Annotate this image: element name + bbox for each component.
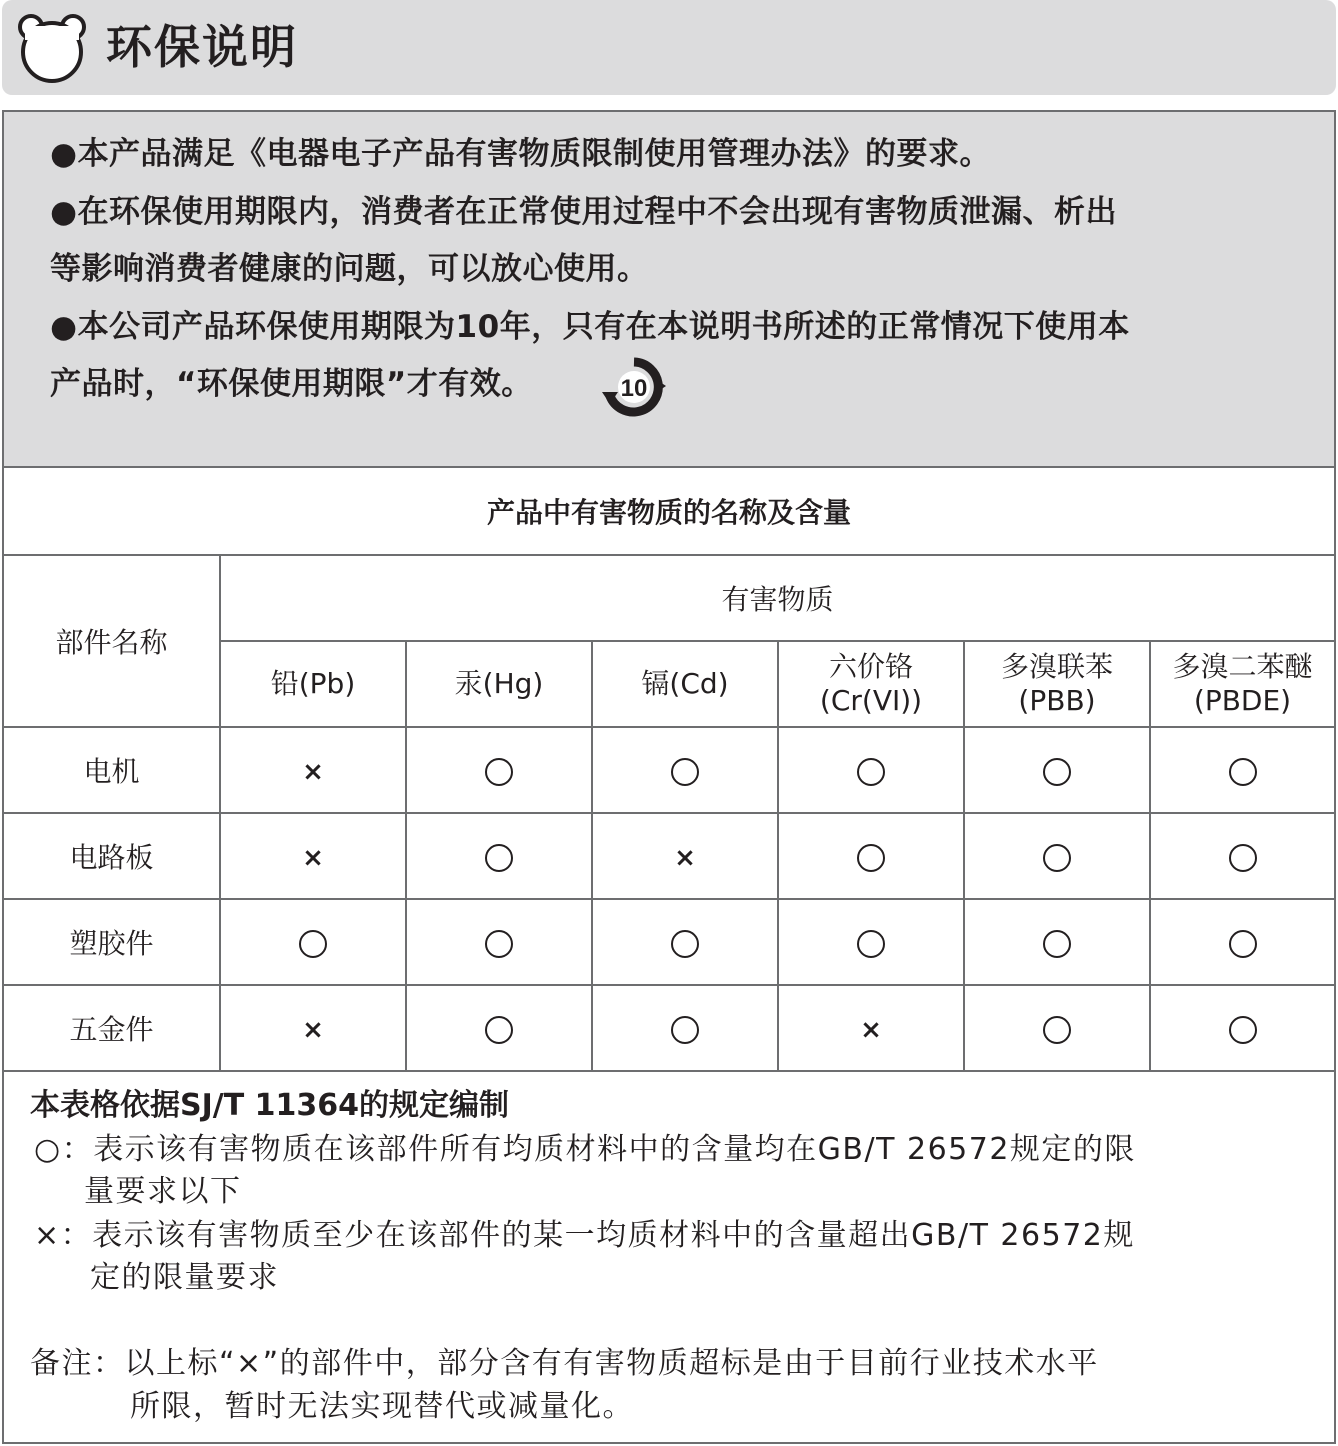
mark-cell <box>1150 727 1334 813</box>
circle-legend: ○：表示该有害物质在该部件所有均质材料中的含量均在GB/T 26572规定的限 <box>34 1132 1136 1167</box>
exceeds-mark: × <box>674 842 696 873</box>
column-header-pb: 铅(Pb) <box>220 641 406 727</box>
cross-symbol: × <box>34 1218 61 1253</box>
intro-line-5: 产品时，“环保使用期限”才有效。 <box>50 366 533 402</box>
compliant-mark <box>1043 1016 1071 1044</box>
mark-cell <box>220 727 406 813</box>
section-header <box>2 0 1336 95</box>
compliant-mark <box>485 844 513 872</box>
circle-legend-cont: 量要求以下 <box>84 1174 242 1209</box>
mark-cell <box>592 727 778 813</box>
cross-legend: ×：表示该有害物质至少在该部件的某一均质材料中的含量超出GB/T 26572规 <box>34 1218 1135 1253</box>
mark-cell <box>406 985 592 1071</box>
table-caption: 产品中有害物质的名称及含量 <box>4 468 1334 555</box>
cross-legend-cont: 定的限量要求 <box>90 1260 279 1295</box>
mark-cell <box>964 727 1150 813</box>
compliant-mark <box>1043 758 1071 786</box>
table-notes <box>4 1074 1334 1444</box>
compliant-mark <box>485 1016 513 1044</box>
compliant-mark <box>485 758 513 786</box>
compliant-mark <box>485 930 513 958</box>
compliant-mark <box>1229 844 1257 872</box>
mark-cell <box>220 813 406 899</box>
bear-head-icon <box>16 12 88 84</box>
exceeds-mark: × <box>860 1014 882 1045</box>
table-row <box>4 985 1334 1071</box>
column-header-cd: 镉(Cd) <box>592 641 778 727</box>
environmental-protection-period-icon <box>600 356 668 418</box>
remark-note: 备注：以上标“×”的部件中，部分含有有害物质超标是由于目前行业技术水平 <box>30 1346 1099 1381</box>
compliant-mark <box>1229 930 1257 958</box>
mark-cell <box>1150 813 1334 899</box>
standard-basis-note: 本表格依据SJ/T 11364的规定编制 <box>30 1088 510 1123</box>
table-row <box>4 727 1334 813</box>
part-name: 电路板 <box>4 813 220 899</box>
mark-cell <box>778 985 964 1071</box>
compliant-mark <box>1043 844 1071 872</box>
mark-cell <box>964 813 1150 899</box>
mark-cell <box>592 985 778 1071</box>
compliant-mark <box>671 930 699 958</box>
compliant-mark <box>857 930 885 958</box>
mark-cell <box>964 985 1150 1071</box>
mark-cell <box>592 899 778 985</box>
column-header-cr6: 六价铬 (Cr(VI)) <box>778 641 964 727</box>
intro-line-2: ●在环保使用期限内，消费者在正常使用过程中不会出现有害物质泄漏、析出 <box>50 194 1118 230</box>
mark-cell <box>220 985 406 1071</box>
mark-cell <box>406 899 592 985</box>
badge-value: 10 <box>620 375 648 402</box>
intro-panel <box>4 112 1334 468</box>
remark-note-cont: 所限，暂时无法实现替代或减量化。 <box>130 1389 634 1424</box>
part-name: 塑胶件 <box>4 899 220 985</box>
mark-cell <box>592 813 778 899</box>
compliant-mark <box>671 758 699 786</box>
mark-cell <box>406 727 592 813</box>
compliant-mark <box>299 930 327 958</box>
intro-line-3: 等影响消费者健康的问题，可以放心使用。 <box>50 251 649 287</box>
table-row <box>4 813 1334 899</box>
page-title: 环保说明 <box>106 20 298 74</box>
mark-cell <box>1150 985 1334 1071</box>
intro-line-4: ●本公司产品环保使用期限为10年，只有在本说明书所述的正常情况下使用本 <box>50 309 1130 345</box>
compliant-mark <box>1229 758 1257 786</box>
mark-cell <box>778 727 964 813</box>
column-header-pbb: 多溴联苯 (PBB) <box>964 641 1150 727</box>
mark-cell <box>220 899 406 985</box>
column-header-pbde: 多溴二苯醚 (PBDE) <box>1150 641 1334 727</box>
hazardous-substance-header: 有害物质 <box>220 555 1334 641</box>
mark-cell <box>778 899 964 985</box>
exceeds-mark: × <box>302 842 324 873</box>
mark-cell <box>1150 899 1334 985</box>
part-name: 电机 <box>4 727 220 813</box>
exceeds-mark: × <box>302 1014 324 1045</box>
circle-symbol: ○ <box>34 1132 62 1167</box>
table-row <box>4 899 1334 985</box>
column-header-hg: 汞(Hg) <box>406 641 592 727</box>
part-name-header: 部件名称 <box>4 555 220 727</box>
compliant-mark <box>671 1016 699 1044</box>
compliant-mark <box>1043 930 1071 958</box>
part-name: 五金件 <box>4 985 220 1071</box>
mark-cell <box>406 813 592 899</box>
intro-line-1: ●本产品满足《电器电子产品有害物质限制使用管理办法》的要求。 <box>50 136 992 172</box>
environmental-statement-frame <box>2 110 1336 1444</box>
hazardous-substances-table <box>4 468 1334 1072</box>
exceeds-mark: × <box>302 756 324 787</box>
compliant-mark <box>857 758 885 786</box>
mark-cell <box>778 813 964 899</box>
mark-cell <box>964 899 1150 985</box>
compliant-mark <box>1229 1016 1257 1044</box>
compliant-mark <box>857 844 885 872</box>
